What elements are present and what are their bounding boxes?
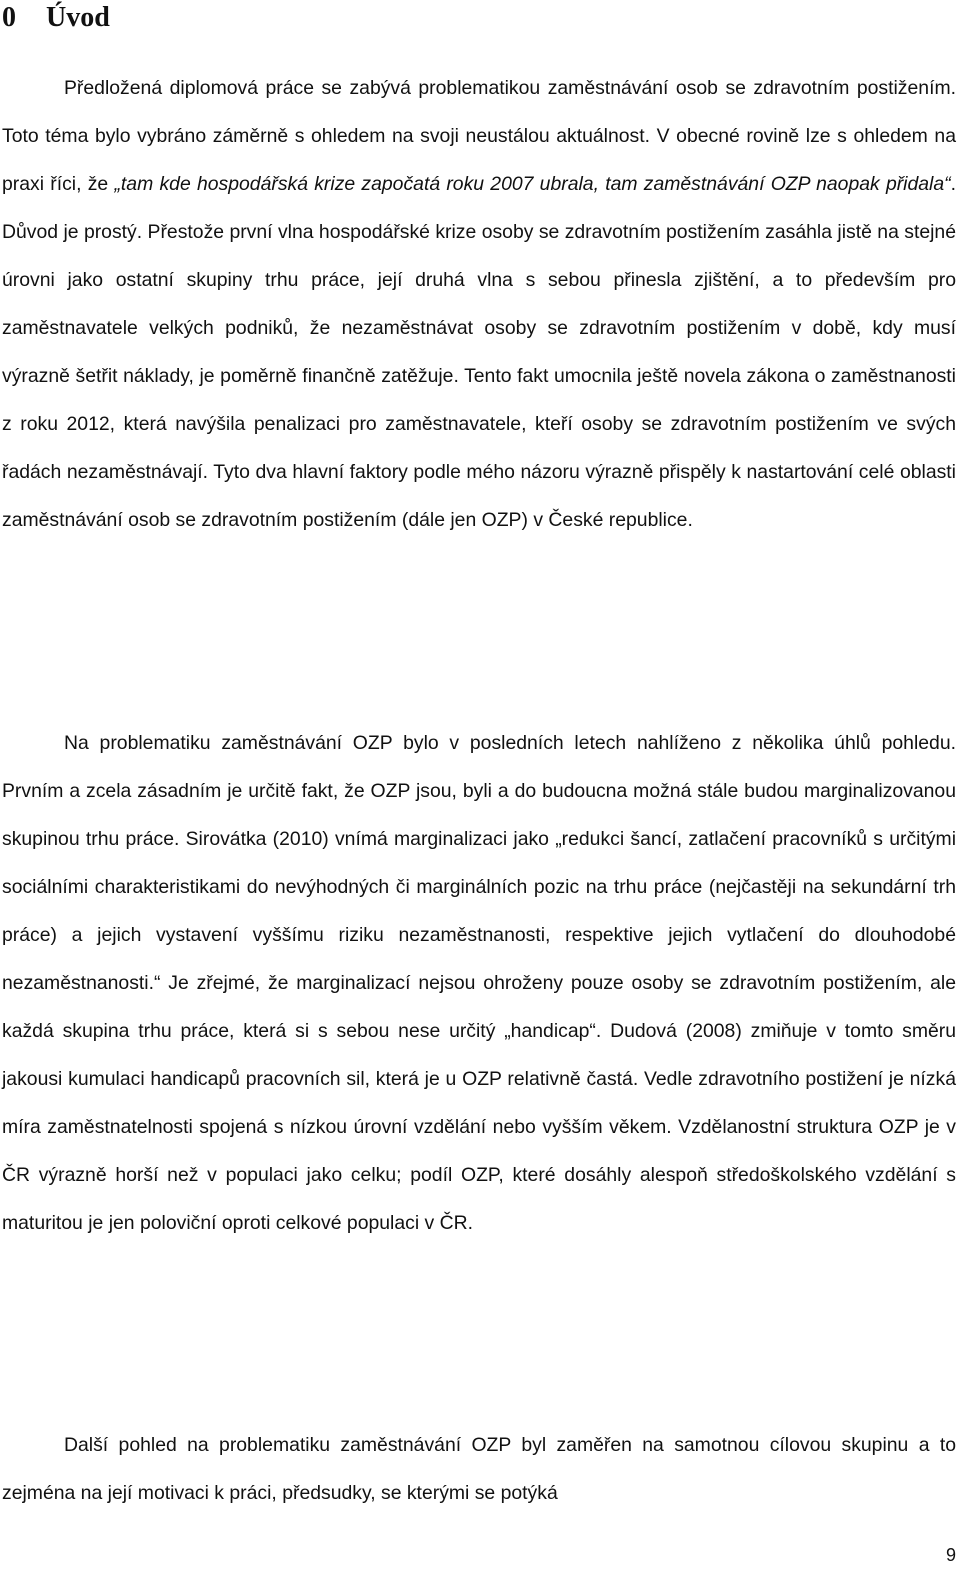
paragraph-1-quote: „tam kde hospodářská krize započatá roku 2007 ubrala, tam zaměstnávání OZP naopak přidala“ [114, 173, 951, 195]
chapter-number: 0 [2, 2, 16, 33]
paragraph-2 [2, 719, 956, 1247]
paragraph-3 [2, 1421, 956, 1517]
paragraph-2-text: Na problematiku zaměstnávání OZP bylo v posledních letech nahlíženo z několika úhlů pohledu. Prvním a zcela zásadním je určitě fakt, že OZP jsou, byli a do budoucna možná stále budou marginalizovanou skupinou trhu práce. Sirovátka (2010) vnímá marginalizaci jako „redukci šancí, zatlačení pracovníků s určitými sociálními charakteristikami do nevýhodných či marginálních pozic na trhu práce (nejčastěji na sekundární trh práce) a jejich vystavení vyššímu riziku nezaměstnanosti, respektive jejich vytlačení do dlouhodobé nezaměstnanosti.“ Je zřejmé, že marginalizací nejsou ohroženy pouze osoby se zdravotním postižením, ale každá skupina trhu práce, která si s sebou nese určitý „handicap“. Dudová (2008) zmiňuje v tomto směru jakousi kumulaci handicapů pracovních sil, která je u OZP relativně častá. Vedle zdravotního postižení je nízká míra zaměstnatelnosti spojená s nízkou úrovní vzdělání nebo vyšším věkem. Vzdělanostní struktura OZP je v ČR výrazně horší než v populaci jako celku; podíl OZP, které dosáhly alespoň středoškolského vzdělání s maturitou je jen poloviční oproti celkové populaci v ČR. [2, 732, 956, 1234]
paragraph-3-text: Další pohled na problematiku zaměstnávání OZP byl zaměřen na samotnou cílovou skupinu a to zejména na její motivaci k práci, předsudky, se kterými se potýká [2, 1434, 956, 1504]
chapter-heading [2, 0, 110, 36]
paragraph-1-text-a: Předložená diplomová práce se zabývá problematikou zaměstnávání osob se zdravotním postižením. Toto téma bylo vybráno záměrně s ohledem na svoji neustálou aktuálnost. V obecné rovině lze s ohledem na praxi říci, že [2, 77, 956, 195]
paragraph-1-text-b: . Důvod je prostý. Přestože první vlna hospodářské krize osoby se zdravotním postižením zasáhla jistě na stejné úrovni jako ostatní skupiny trhu práce, její druhá vlna s sebou přinesla zjištění, a to především pro zaměstnavatele velkých podniků, že nezaměstnávat osoby se zdravotním postižením v době, kdy musí výrazně šetřit náklady, je poměrně finančně zatěžuje. Tento fakt umocnila ještě novela zákona o zaměstnanosti z roku 2012, která navýšila penalizaci pro zaměstnavatele, kteří osoby se zdravotním postižením ve svých řadách nezaměstnávají. Tyto dva hlavní faktory podle mého názoru výrazně přispěly k nastartování celé oblasti zaměstnávání osob se zdravotním postižením (dále jen OZP) v České republice. [2, 173, 956, 531]
chapter-title: Úvod [46, 2, 110, 33]
paragraph-1 [2, 64, 956, 544]
page-number: 9 [945, 1545, 956, 1565]
